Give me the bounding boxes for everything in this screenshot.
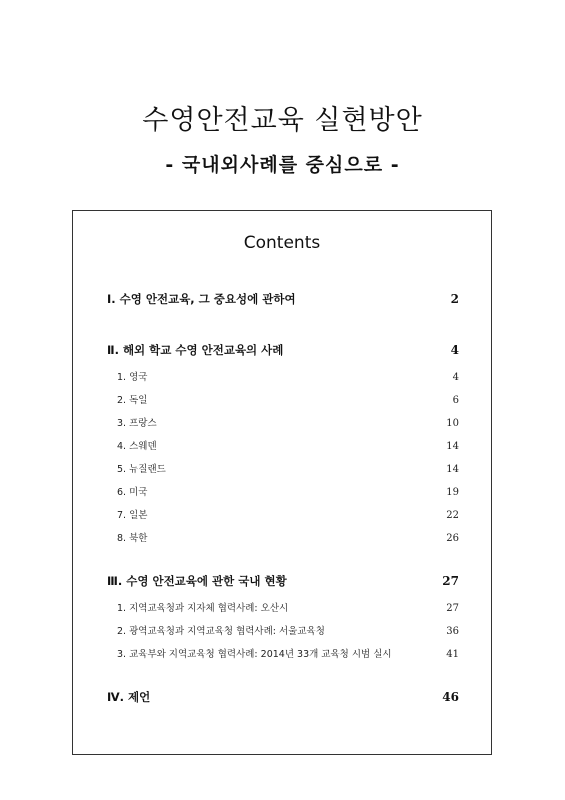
toc-entry-label: 1. 영국 — [117, 372, 148, 383]
toc-entry-label: 3. 교육부와 지역교육청 협력사례: 2014년 33개 교육청 시범 실시 — [117, 649, 392, 660]
toc-entry-label: 5. 뉴질랜드 — [117, 464, 166, 475]
toc-entry-label: 8. 북한 — [117, 533, 148, 544]
toc-entry-label: 2. 광역교육청과 지역교육청 협력사례: 서울교육청 — [117, 626, 325, 637]
toc-entry-page: 19 — [446, 487, 459, 498]
toc-entry-label: 1. 지역교육청과 지자체 협력사례: 오산시 — [117, 603, 289, 614]
toc-item[interactable] — [117, 369, 459, 383]
toc-item[interactable] — [117, 623, 459, 637]
toc-entry-label: Ⅱ. 해외 학교 수영 안전교육의 사례 — [107, 343, 284, 357]
toc-entry-label: 7. 일본 — [117, 510, 148, 521]
toc-entry-page: 22 — [446, 510, 459, 521]
toc-entry-label: Ⅰ. 수영 안전교육, 그 중요성에 관하여 — [107, 292, 296, 306]
document-title: 수영안전교육 실현방안 — [142, 105, 423, 136]
toc-item[interactable] — [117, 600, 459, 614]
toc-item[interactable] — [117, 392, 459, 406]
toc-entry-page: 46 — [442, 690, 459, 704]
toc-entry-page: 27 — [446, 603, 459, 614]
toc-item[interactable] — [117, 415, 459, 429]
toc-item[interactable] — [117, 507, 459, 521]
toc-section-2[interactable] — [107, 342, 459, 358]
toc-entry-page: 10 — [446, 418, 459, 429]
toc-entry-label: Ⅲ. 수영 안전교육에 관한 국내 현황 — [107, 574, 287, 588]
toc-section-1[interactable] — [107, 291, 459, 307]
table-of-contents — [72, 210, 492, 755]
document-subtitle: - 국내외사례를 중심으로 - — [165, 154, 400, 176]
toc-entry-page: 41 — [446, 649, 459, 660]
toc-item[interactable] — [117, 438, 459, 452]
toc-section-3[interactable] — [107, 573, 459, 589]
toc-entry-label: 2. 독일 — [117, 395, 148, 406]
toc-section-4[interactable] — [107, 689, 459, 705]
toc-entry-page: 4 — [452, 372, 459, 383]
toc-entry-page: 14 — [446, 441, 459, 452]
toc-entry-label: 3. 프랑스 — [117, 418, 157, 429]
toc-entry-page: 2 — [450, 292, 459, 306]
toc-entry-label: Ⅳ. 제언 — [107, 690, 151, 704]
toc-entry-page: 6 — [452, 395, 459, 406]
toc-item[interactable] — [117, 530, 459, 544]
toc-entry-page: 36 — [446, 626, 459, 637]
toc-heading: Contents — [243, 233, 321, 253]
toc-entry-page: 4 — [450, 343, 459, 357]
toc-item[interactable] — [117, 461, 459, 475]
toc-item[interactable] — [117, 484, 459, 498]
toc-entry-page: 26 — [446, 533, 459, 544]
toc-entry-label: 4. 스웨덴 — [117, 441, 157, 452]
toc-entry-page: 27 — [442, 574, 459, 588]
toc-entry-page: 14 — [446, 464, 459, 475]
toc-item[interactable] — [117, 646, 459, 660]
toc-entry-label: 6. 미국 — [117, 487, 148, 498]
